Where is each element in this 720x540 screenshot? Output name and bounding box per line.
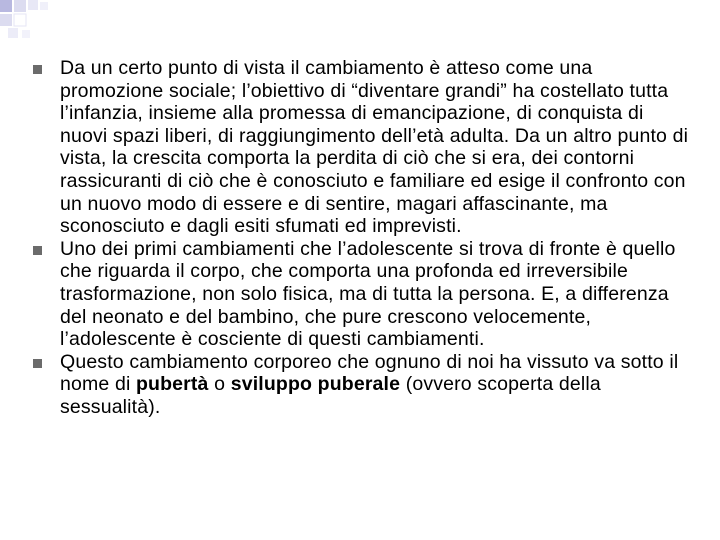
term-sviluppo-puberale: sviluppo puberale [230, 373, 401, 396]
bullet-text [60, 351, 693, 419]
square-bullet-icon [33, 359, 42, 368]
square-bullet-icon [33, 65, 42, 74]
square-bullet-icon [33, 246, 42, 255]
bullet-text-before: Questo cambiamento corporeo che ognuno di noi ha vissuto va sotto il nome di [60, 350, 679, 396]
bullet-item [33, 57, 693, 238]
bullet-conjunction: o [208, 373, 231, 396]
bullet-text: Uno dei primi cambiamenti che l’adolescente si trova di fronte è quello che riguarda il corpo, che comporta una profonda ed irreversibile trasformazione, non solo fisica, ma di tutta la persona. E, a differenza del neonato e del bambino, che pure crescono velocemente, l’adolescente è cosciente di questi cambiamenti. [60, 237, 676, 351]
bullet-list [33, 57, 693, 419]
bullet-text-after: (ovvero scoperta della sessualità). [60, 373, 601, 418]
term-puberta: pubertà [136, 373, 209, 396]
bullet-item [33, 351, 693, 419]
corner-decoration [0, 0, 60, 44]
bullet-text: Da un certo punto di vista il cambiamento è atteso come una promozione sociale; l’obiettivo di “diventare grandi” ha costellato tutta l’infanzia, insieme alla promessa di emancipazione, di conquista di nuovi spazi liberi, di raggiungimento dell’età adulta. Da un altro punto di vista, la crescita comporta la perdita di ciò che si era, dei contorni rassicuranti di ciò che è conosciuto e familiare ed esige il confronto con un nuovo modo di essere e di sentire, magari affascinante, ma sconosciuto e dagli esiti sfumati ed imprevisti. [60, 57, 689, 238]
bullet-item [33, 238, 693, 351]
